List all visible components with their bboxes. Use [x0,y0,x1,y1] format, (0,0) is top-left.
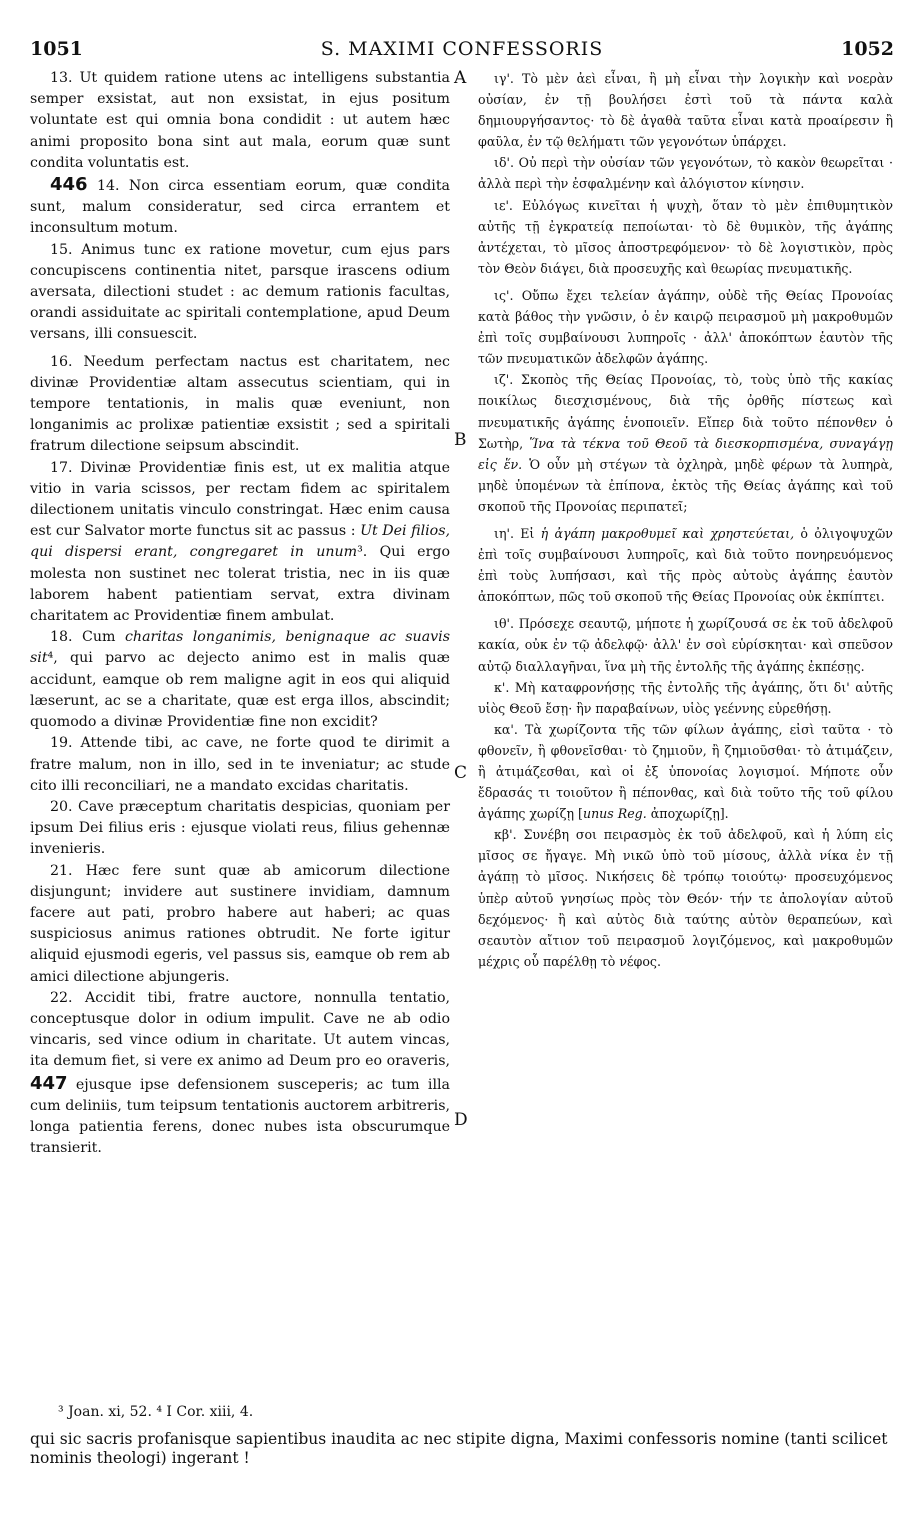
page-header [30,38,894,64]
greek-column [478,68,893,972]
scripture-quote: ἡ ἀγάπη μακροθυμεῖ καὶ χρηστεύεται, [540,525,795,541]
margin-marker-c: C [454,763,468,783]
margin-marker-d: D [454,1110,468,1130]
greek-paragraph-22: κβ'. Συνέβη σοι πειρασμὸς ἐκ τοῦ ἀδελφοῦ, καὶ ἡ λύπη εἰς μῖσος σε ἤγαγε. Μὴ νικῶ ὑπὸ τοῦ μίσους, ἀλλὰ νίκα ἐν τῇ ἀγάπῃ τὸ μῖσος. Νικήσεις δὲ τρόπῳ τοιούτῳ· προσευχόμενος ὑπὲρ αὐτοῦ γνησίως πρὸς τὸν Θεόν· τήν τε ἀπολογίαν αὐτοῦ δεχόμενος· ἢ καὶ αὐτὸς διὰ ταύτης αὐτὸν θεραπεύων, καὶ σεαυτὸν αἴτιον τοῦ πειρασμοῦ λογιζόμενος, καὶ μακροθυμῶν μέχρις οὗ παρέλθῃ τὸ νέφος. [478,827,893,969]
greek-paragraph-17-text: ιζ'. Σκοπὸς τῆς Θείας Προνοίας, τὸ, τοὺς ὑπὸ τῆς κακίας ποικίλως διεσχισμένους, διὰ τῆς ὀρθῆς πίστεως καὶ πνευματικῆς ἀγάπης ἑνοποιεῖν. Εἴπερ διὰ τοῦτο πέπονθεν ὁ Σωτὴρ, [478,372,893,451]
continuation-text: qui sic sacris profanisque sapientibus inaudita ac nec stipite digna, Maximi confessoris nomine (tanti scilicet nominis theologi) ingerant ! [30,1430,888,1467]
greek-paragraph-21-rest: ἀποχωρίζῃ]. [650,806,729,822]
greek-paragraph-14: ιδ'. Οὐ περὶ τὴν οὐσίαν τῶν γεγονότων, τὸ κακὸν θεωρεῖται · ἀλλὰ περὶ τὴν ἐσφαλμένην καὶ ἀλόγιστον κίνησιν. [478,155,893,192]
latin-column [30,68,450,1159]
latin-paragraph-22-text: 22. Accidit tibi, fratre auctore, nonnulla tentatio, conceptusque dolor in odium impulit. Cave ne ab odio vincaris, sed vince odium in charitate. Ut autem vincas, ita demum fiet, si vere ex animo ad Deum pro eo oraveris, [30,989,450,1070]
margin-marker-a: A [454,68,467,88]
scripture-quote: Ut Dei filios, qui dispersi erant, congregaret in unum [30,523,450,561]
running-title: S. MAXIMI CONFESSORIS [320,38,604,60]
greek-paragraph-20: κ'. Μὴ καταφρονήσῃς τῆς ἐντολῆς τῆς ἀγάπης, ὅτι δι' αὐτῆς υἱὸς Θεοῦ ἔσῃ· ἣν παραβαίνων, υἱὸς γεέννης εὑρεθήσῃ. [478,679,893,716]
latin-paragraph-19: 19. Attende tibi, ac cave, ne forte quod te dirimit a fratre malum, non in illo, sed in te inveniatur; ac stude cito illi reconciliari, ne a mandato excidas charitatis. [30,735,450,794]
latin-paragraph-17-text: 17. Divinæ Providentiæ finis est, ut ex malitia atque vitio in varia scissos, per rectam fidem ac spiritalem dilectionem unitatis vinculo constringat. Hæc enim causa est cur Salvator morte functus sit ac passus : [30,459,450,540]
latin-paragraph-22-rest: ejusque ipse defensionem susceperis; ac tum illa cum deliniis, tum teipsum tentationis auctorem arbitreris, longa patientia ferens, donec nubes ista obscurumque transierit. [30,1076,450,1157]
latin-paragraph-14 [30,174,450,240]
migne-column-number: 447 [30,1072,68,1094]
footnotes: ³ Joan. xi, 52. ⁴ I Cor. xiii, 4. [58,1404,254,1420]
greek-paragraph-17-rest: Ὁ οὖν μὴ στέγων τὰ ὀχληρὰ, μηδὲ φέρων τὰ λυπηρὰ, μηδὲ ὑπομένων τὰ ἐπίπονα, ἐκτὸς τῆς Θείας ἀγάπης καὶ τοῦ σκοποῦ τῆς Προνοίας περιπατεῖ; [478,456,893,514]
right-page-number: 1052 [841,38,894,60]
latin-paragraph-18-rest: ⁴, qui parvo ac dejecto animo est in malis quæ accidunt, eamque ob rem maligne agit in eos qui aliquid læserunt, ac se a charitate, quæ est erga illos, abscindit; quomodo a divinæ Providentiæ fine non excidit? [30,650,450,731]
greek-paragraph-18-lead: ιη'. Εἰ [494,525,535,541]
greek-paragraph-17 [478,369,893,517]
latin-paragraph-16: 16. Needum perfectam nactus est charitatem, nec divinæ Providentiæ altam assecutus scientiam, qui in tempore tentationis, in malis quæ eveniunt, non longanimis ac prolixæ patientiæ exsistit ; sed a spiritali fratrum dilectione seipsum abscindit. [30,353,450,455]
latin-paragraph-14-text: 14. Non circa essentiam eorum, quæ condita sunt, malum consideratur, sed circa errantem et inconsultum motum. [30,178,450,237]
latin-paragraph-18 [30,627,450,733]
variant-reading: unus Reg. [582,806,647,822]
greek-paragraph-21-text: κα'. Τὰ χωρίζοντα τῆς τῶν φίλων ἀγάπης, εἰσὶ ταῦτα · τὸ φθονεῖν, ἢ φθονεῖσθαι· τὸ ζημιοῦν, ἢ ζημιοῦσθαι· τὸ ἀτιμάζειν, ἢ ἀτιμάζεσθαι, καὶ οἱ ἐξ ὑπονοίας λογισμοί. Μήποτε οὖν ἔδρασάς τι τοιοῦτον ἢ πέπονθας, καὶ διὰ τοῦτο τῆς τοῦ φίλου ἀγάπης χωρίζῃ [ [478,721,893,822]
scripture-quote: Ἵνα τὰ τέκνα τοῦ Θεοῦ τὰ διεσκορπισμένα, συναγάγῃ εἰς ἕν. [478,435,893,472]
greek-paragraph-16: ις'. Οὔπω ἔχει τελείαν ἀγάπην, οὐδὲ τῆς Θείας Προνοίας κατὰ βάθος τὴν γνῶσιν, ὁ ἐν καιρῷ πειρασμοῦ μὴ μακροθυμῶν ἐπὶ τοῖς συμβαίνουσι λυπηροῖς · ἀλλ' ἀποκόπτων ἑαυτὸν τῆς τῶν πνευματικῶν ἀδελφῶν ἀγάπης. [478,287,893,367]
greek-paragraph-21 [478,719,893,824]
margin-marker-b: B [454,430,467,450]
left-page-number: 1051 [30,38,83,60]
greek-paragraph-18 [478,523,893,607]
latin-paragraph-15: 15. Animus tunc ex ratione movetur, cum ejus pars concupiscens continentia nitet, parsque irascens odium aversata, dilectioni studet : ac demum rationis facultas, orandi assiduitate ac spiritali contemplatione, apud Deum versans, illi consuescit. [30,241,450,343]
greek-paragraph-19: ιθ'. Πρόσεχε σεαυτῷ, μήποτε ἡ χωρίζουσά σε ἐκ τοῦ ἀδελφοῦ κακία, οὐκ ἐν τῷ ἀδελφῷ· ἀλλ' ἐν σοὶ εὑρίσκηται· καὶ σπεῦσον αὐτῷ διαλλαγῆναι, ἵνα μὴ τῆς ἐντολῆς τῆς ἀγάπης ἐκπέσῃς. [478,616,893,674]
greek-paragraph-13: ιγ'. Τὸ μὲν ἀεὶ εἶναι, ἢ μὴ εἶναι τὴν λογικὴν καὶ νοερὰν οὐσίαν, ἐν τῇ βουλήσει ἐστὶ τοῦ τὰ πάντα καλὰ δημιουργήσαντος· τὸ δὲ ἀγαθὰ ταῦτα εἶναι κατὰ προαίρεσιν ἢ φαῦλα, ἐν τῷ θελήματι τῶν γεγονότων ὑπάρχει. [478,71,893,150]
latin-paragraph-22 [30,988,450,1160]
latin-paragraph-18-lead: 18. Cum [50,629,116,646]
latin-paragraph-17 [30,458,450,628]
latin-paragraph-13: 13. Ut quidem ratione utens ac intelligens substantia semper exsistat, aut non exsistat, in ejus positum voluntate est qui omnia bona condidit : ut autem hæc animi proposito bona sint aut mala, eorum quæ sunt condita voluntatis est. [30,70,450,171]
latin-paragraph-21: 21. Hæc fere sunt quæ ab amicorum dilectione disjungunt; invidere aut sustinere invidiam, damnum facere aut pati, probro habere aut haberi; ac quas suspiciosus animus rationes obtrudit. Ne forte igitur aliquid ejusmodi egeris, vel passus sis, eamque ob rem ab amici dilectione abjungeris. [30,862,450,985]
latin-paragraph-20: 20. Cave præceptum charitatis despicias, quoniam per ipsum Dei filius eris : ejusque violati reus, filius gehennæ inveniеris. [30,798,450,858]
greek-paragraph-18-rest: ὁ ὀλιγοψυχῶν ἐπὶ τοῖς συμβαίνουσι λυπηροῖς, καὶ διὰ τοῦτο πονηρευόμενος ἐπὶ τοὺς λυπήσασι, καὶ τῆς πρὸς αὐτοὺς ἀγάπης ἑαυτὸν ἀποκόπτων, πῶς τοῦ σκοποῦ τῆς Θείας Προνοίας οὐκ ἐκπίπτει. [478,525,893,605]
migne-column-number: 446 [50,174,88,196]
scripture-quote: charitas longanimis, benignaque ac suavis sit [30,629,450,667]
greek-paragraph-15: ιε'. Εὐλόγως κινεῖται ἡ ψυχὴ, ὅταν τὸ μὲν ἐπιθυμητικὸν αὐτῆς τῇ ἐγκρατείᾳ πεποίωται· τὸ δὲ θυμικὸν, τῆς ἀγάπης ἀντέχεται, τὸ μῖσος ἀποστρεφόμενον· τὸ δὲ λογιστικὸν, πρὸς τὸν Θεὸν διάγει, διὰ προσευχῆς καὶ θεωρίας πνευματικῆς. [478,197,893,276]
latin-paragraph-17-rest: ³. Qui ergo molesta non sustinet nec tolerat tristia, nec in iis quæ laborem habent patientiam servat, extra divinam charitatem ac Providentiæ finem ambulat. [30,544,450,625]
